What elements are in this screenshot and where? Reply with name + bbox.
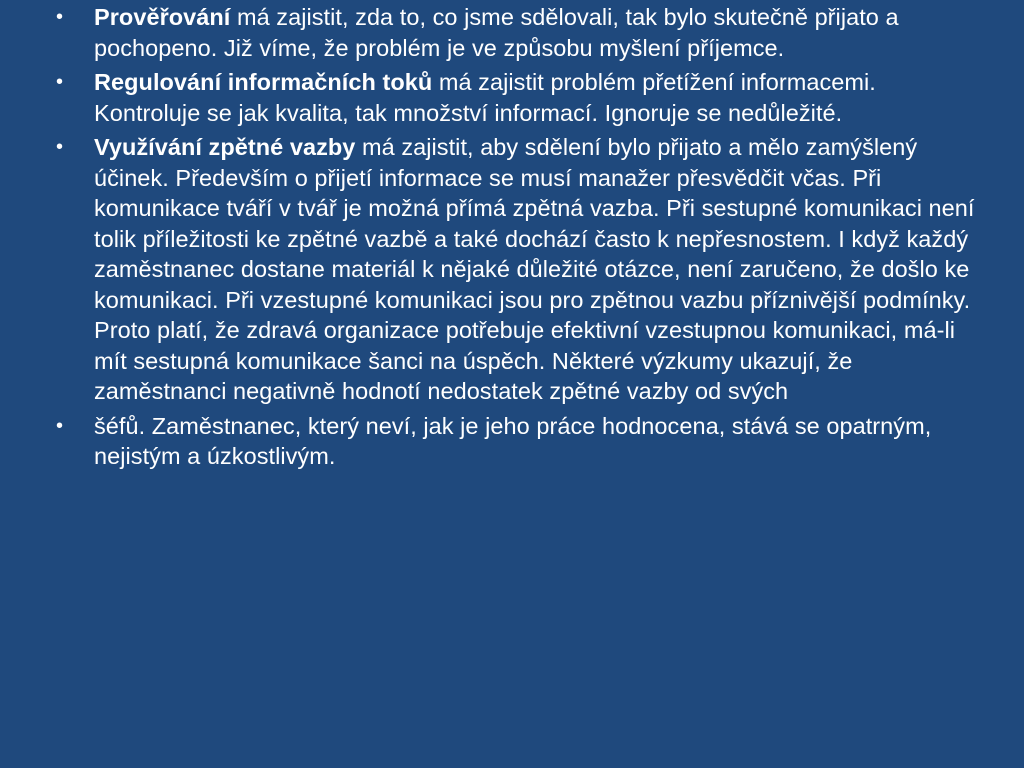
bullet-term: Využívání zpětné vazby (94, 134, 356, 160)
bullet-list (56, 2, 976, 476)
bullet-marker: • (56, 71, 64, 93)
bullet-marker: • (56, 414, 64, 437)
bullet-text: má zajistit, zda to, co jsme sdělovali, tak bylo skutečně přijato a pochopeno. Již víme, že problém je ve způsobu myšlení příjemce. (94, 4, 899, 61)
bullet-item-vyuzivani (56, 132, 976, 407)
bullet-item-sefu (56, 411, 976, 472)
bullet-text: má zajistit problém přetížení informacemi. Kontroluje se jak kvalita, tak množství informací. Ignoruje se nedůležité. (94, 69, 876, 126)
bullet-marker: • (56, 136, 64, 158)
bullet-text: má zajistit, aby sdělení bylo přijato a mělo zamýšlený účinek. Především o přijetí informace se musí manažer přesvědčit včas. Při komunikace tváří v tvář je možná přímá zpětná vazba. Při sestupné komunikaci není tolik příležitosti ke zpětné vazbě a také dochází často k nepřesnostem. I když každý zaměstnanec dostane materiál k nějaké důležité otázce, není zaručeno, že došlo ke komunikaci. Při vzestupné komunikaci jsou pro zpětnou vazbu příznivější podmínky. Proto platí, že zdravá organizace potřebuje efektivní vzestupnou komunikaci, má-li mít sestupná komunikace šanci na úspěch. Některé výzkumy ukazují, že zaměstnanci negativně hodnotí nedostatek zpětné vazby od svých (94, 134, 975, 404)
bullet-term: Prověřování (94, 4, 231, 30)
bullet-marker: • (56, 6, 64, 28)
bullet-item-proverovani (56, 2, 976, 63)
bullet-item-regulovani (56, 67, 976, 128)
bullet-text: šéfů. Zaměstnanec, který neví, jak je jeho práce hodnocena, stává se opatrným, nejistým a úzkostlivým. (94, 412, 932, 469)
bullet-term: Regulování informačních toků (94, 69, 433, 95)
